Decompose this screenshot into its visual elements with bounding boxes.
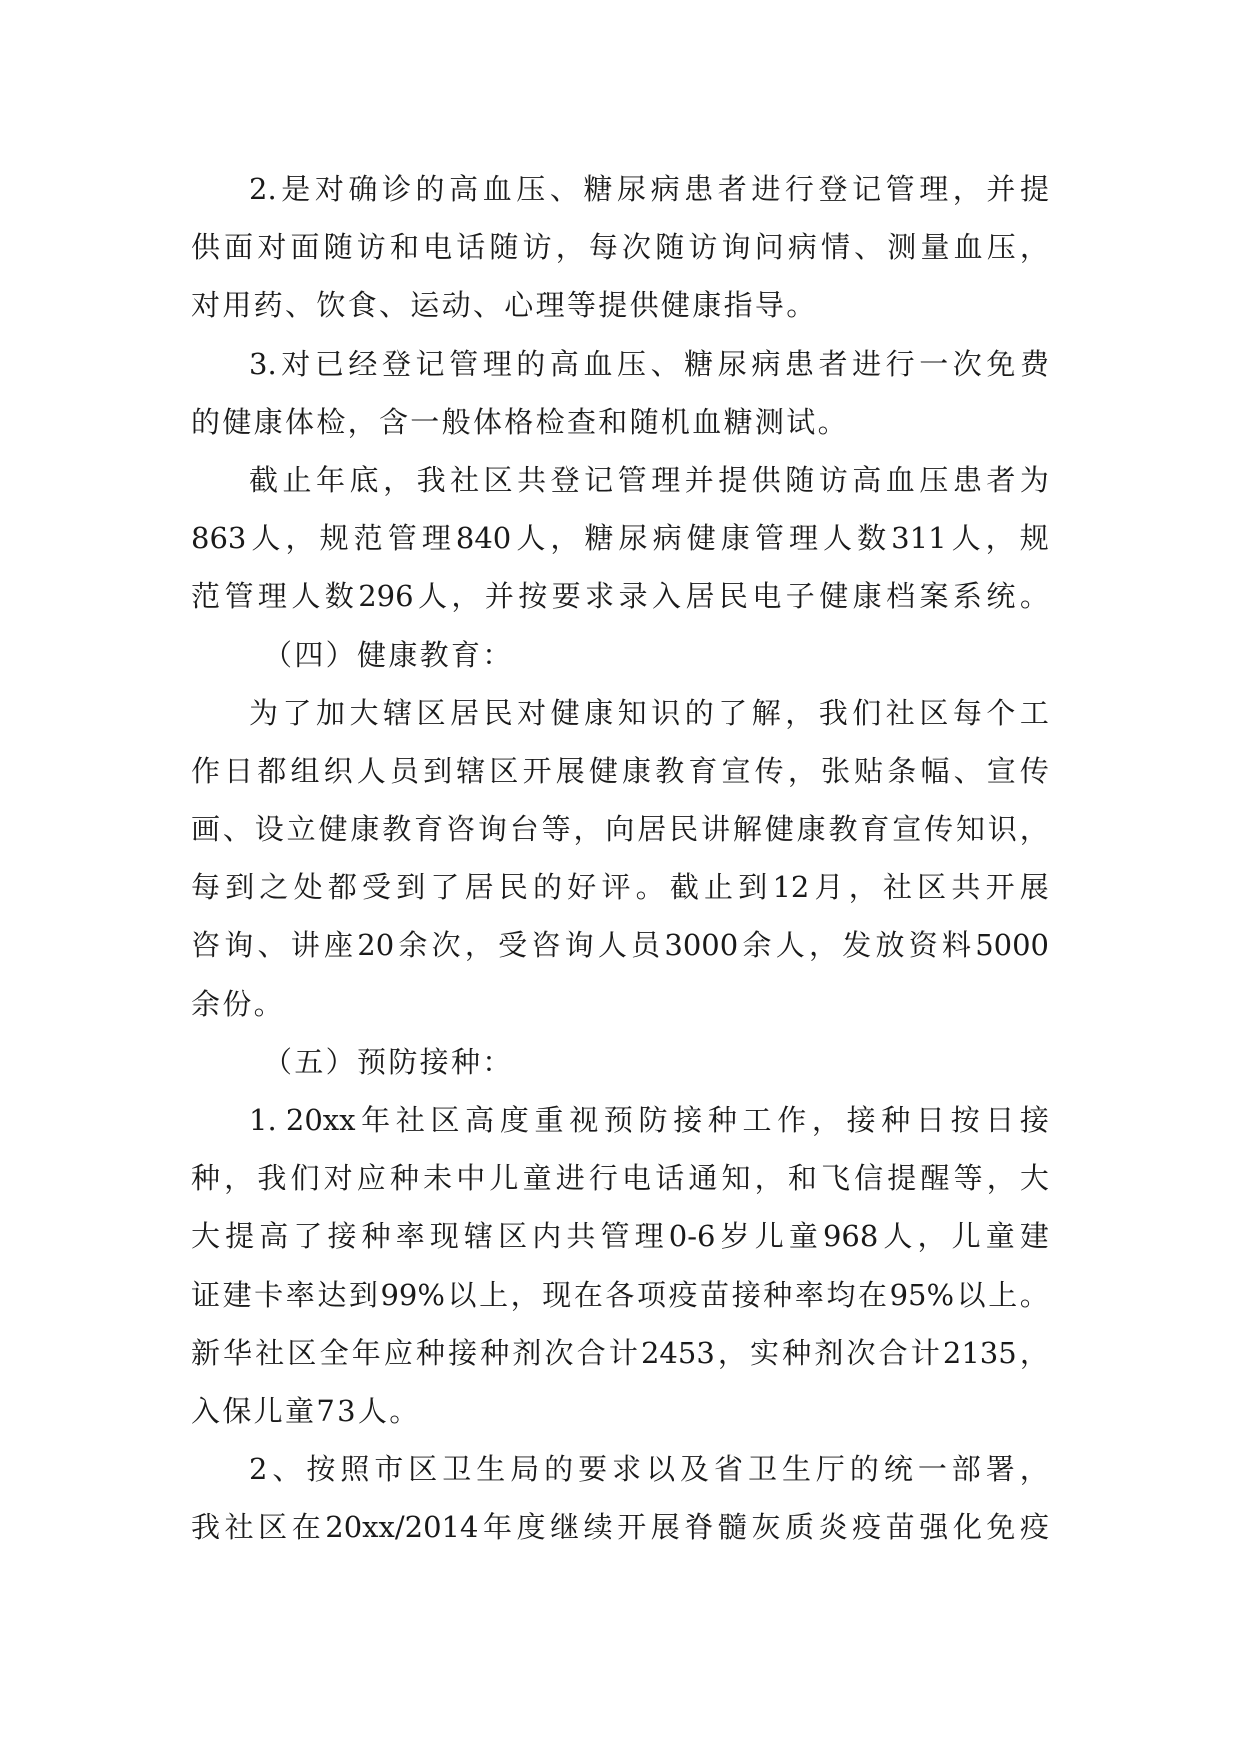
text-line: 范 管 理 人 数 296 人 ， 并 按 要 求 录 入 居 民 电 子 健 康 档 案 系 统 。 (191, 579, 1049, 614)
text-line: 2 、 按 照 市 区 卫 生 局 的 要 求 以 及 省 卫 生 厅 的 统 一 部 署 ， (249, 1452, 1049, 1487)
text-line: 863 人 ， 规 范 管 理 840 人 ， 糖 尿 病 健 康 管 理 人 数 311 人 ， 规 (191, 521, 1049, 556)
text-line: 作 日 都 组 织 人 员 到 辖 区 开 展 健 康 教 育 宣 传 ， 张 贴 条 幅 、 宣 传 (191, 753, 1049, 788)
text-line: 供 面 对 面 随 访 和 电 话 随 访 ， 每 次 随 访 询 问 病 情 、 测 量 血 压 ， (191, 230, 1049, 265)
text-line: 咨 询 、 讲 座 20 余 次 ， 受 咨 询 人 员 3000 余 人 ， 发 放 资 料 5000 (191, 928, 1049, 963)
text-line: 对 用 药 、 饮 食 、 运 动 、 心 理 等 提 供 健 康 指 导 。 (191, 288, 818, 323)
text-line: 的 健 康 体 检 ， 含 一 般 体 格 检 查 和 随 机 血 糖 测 试 。 (191, 404, 849, 439)
text-line: 画 、 设 立 健 康 教 育 咨 询 台 等 ， 向 居 民 讲 解 健 康 教 育 宣 传 知 识 ， (191, 812, 1049, 847)
text-line: （ 五 ） 预 防 接 种 ： (263, 1044, 514, 1079)
text-line: 1. 20xx 年 社 区 高 度 重 视 预 防 接 种 工 作 ， 接 种 日 按 日 接 (249, 1103, 1049, 1137)
text-line: 余 份 。 (191, 986, 285, 1021)
text-line: 入 保 儿 童 73 人 。 (191, 1393, 421, 1428)
text-line: 每 到 之 处 都 受 到 了 居 民 的 好 评 。 截 止 到 12 月 ， 社 区 共 开 展 (191, 870, 1049, 905)
text-line: （ 四 ） 健 康 教 育 ： (263, 637, 514, 672)
document-body (191, 160, 1049, 1557)
text-line: 大 提 高 了 接 种 率 现 辖 区 内 共 管 理 0-6 岁 儿 童 968 人 ， 儿 童 建 (191, 1219, 1049, 1254)
text-line: 我 社 区 在 20xx/2014 年 度 继 续 开 展 脊 髓 灰 质 炎 疫 苗 强 化 免 疫 (191, 1510, 1049, 1545)
text-line: 种 ， 我 们 对 应 种 未 中 儿 童 进 行 电 话 通 知 ， 和 飞 信 提 醒 等 ， 大 (191, 1161, 1049, 1196)
text-line: 截 止 年 底 ， 我 社 区 共 登 记 管 理 并 提 供 随 访 高 血 压 患 者 为 (249, 462, 1049, 497)
text-line: 为 了 加 大 辖 区 居 民 对 健 康 知 识 的 了 解 ， 我 们 社 区 每 个 工 (249, 695, 1049, 730)
text-line: 新 华 社 区 全 年 应 种 接 种 剂 次 合 计 2453 ， 实 种 剂 次 合 计 2135 ， (191, 1335, 1049, 1370)
text-line: 证 建 卡 率 达 到 99% 以 上 ， 现 在 各 项 疫 苗 接 种 率 均 在 95% 以 上 。 (191, 1277, 1049, 1312)
text-line: 2. 是 对 确 诊 的 高 血 压 、 糖 尿 病 患 者 进 行 登 记 管 理 ， 并 提 (249, 172, 1049, 206)
text-line: 3. 对 已 经 登 记 管 理 的 高 血 压 、 糖 尿 病 患 者 进 行 一 次 免 费 (249, 346, 1049, 381)
